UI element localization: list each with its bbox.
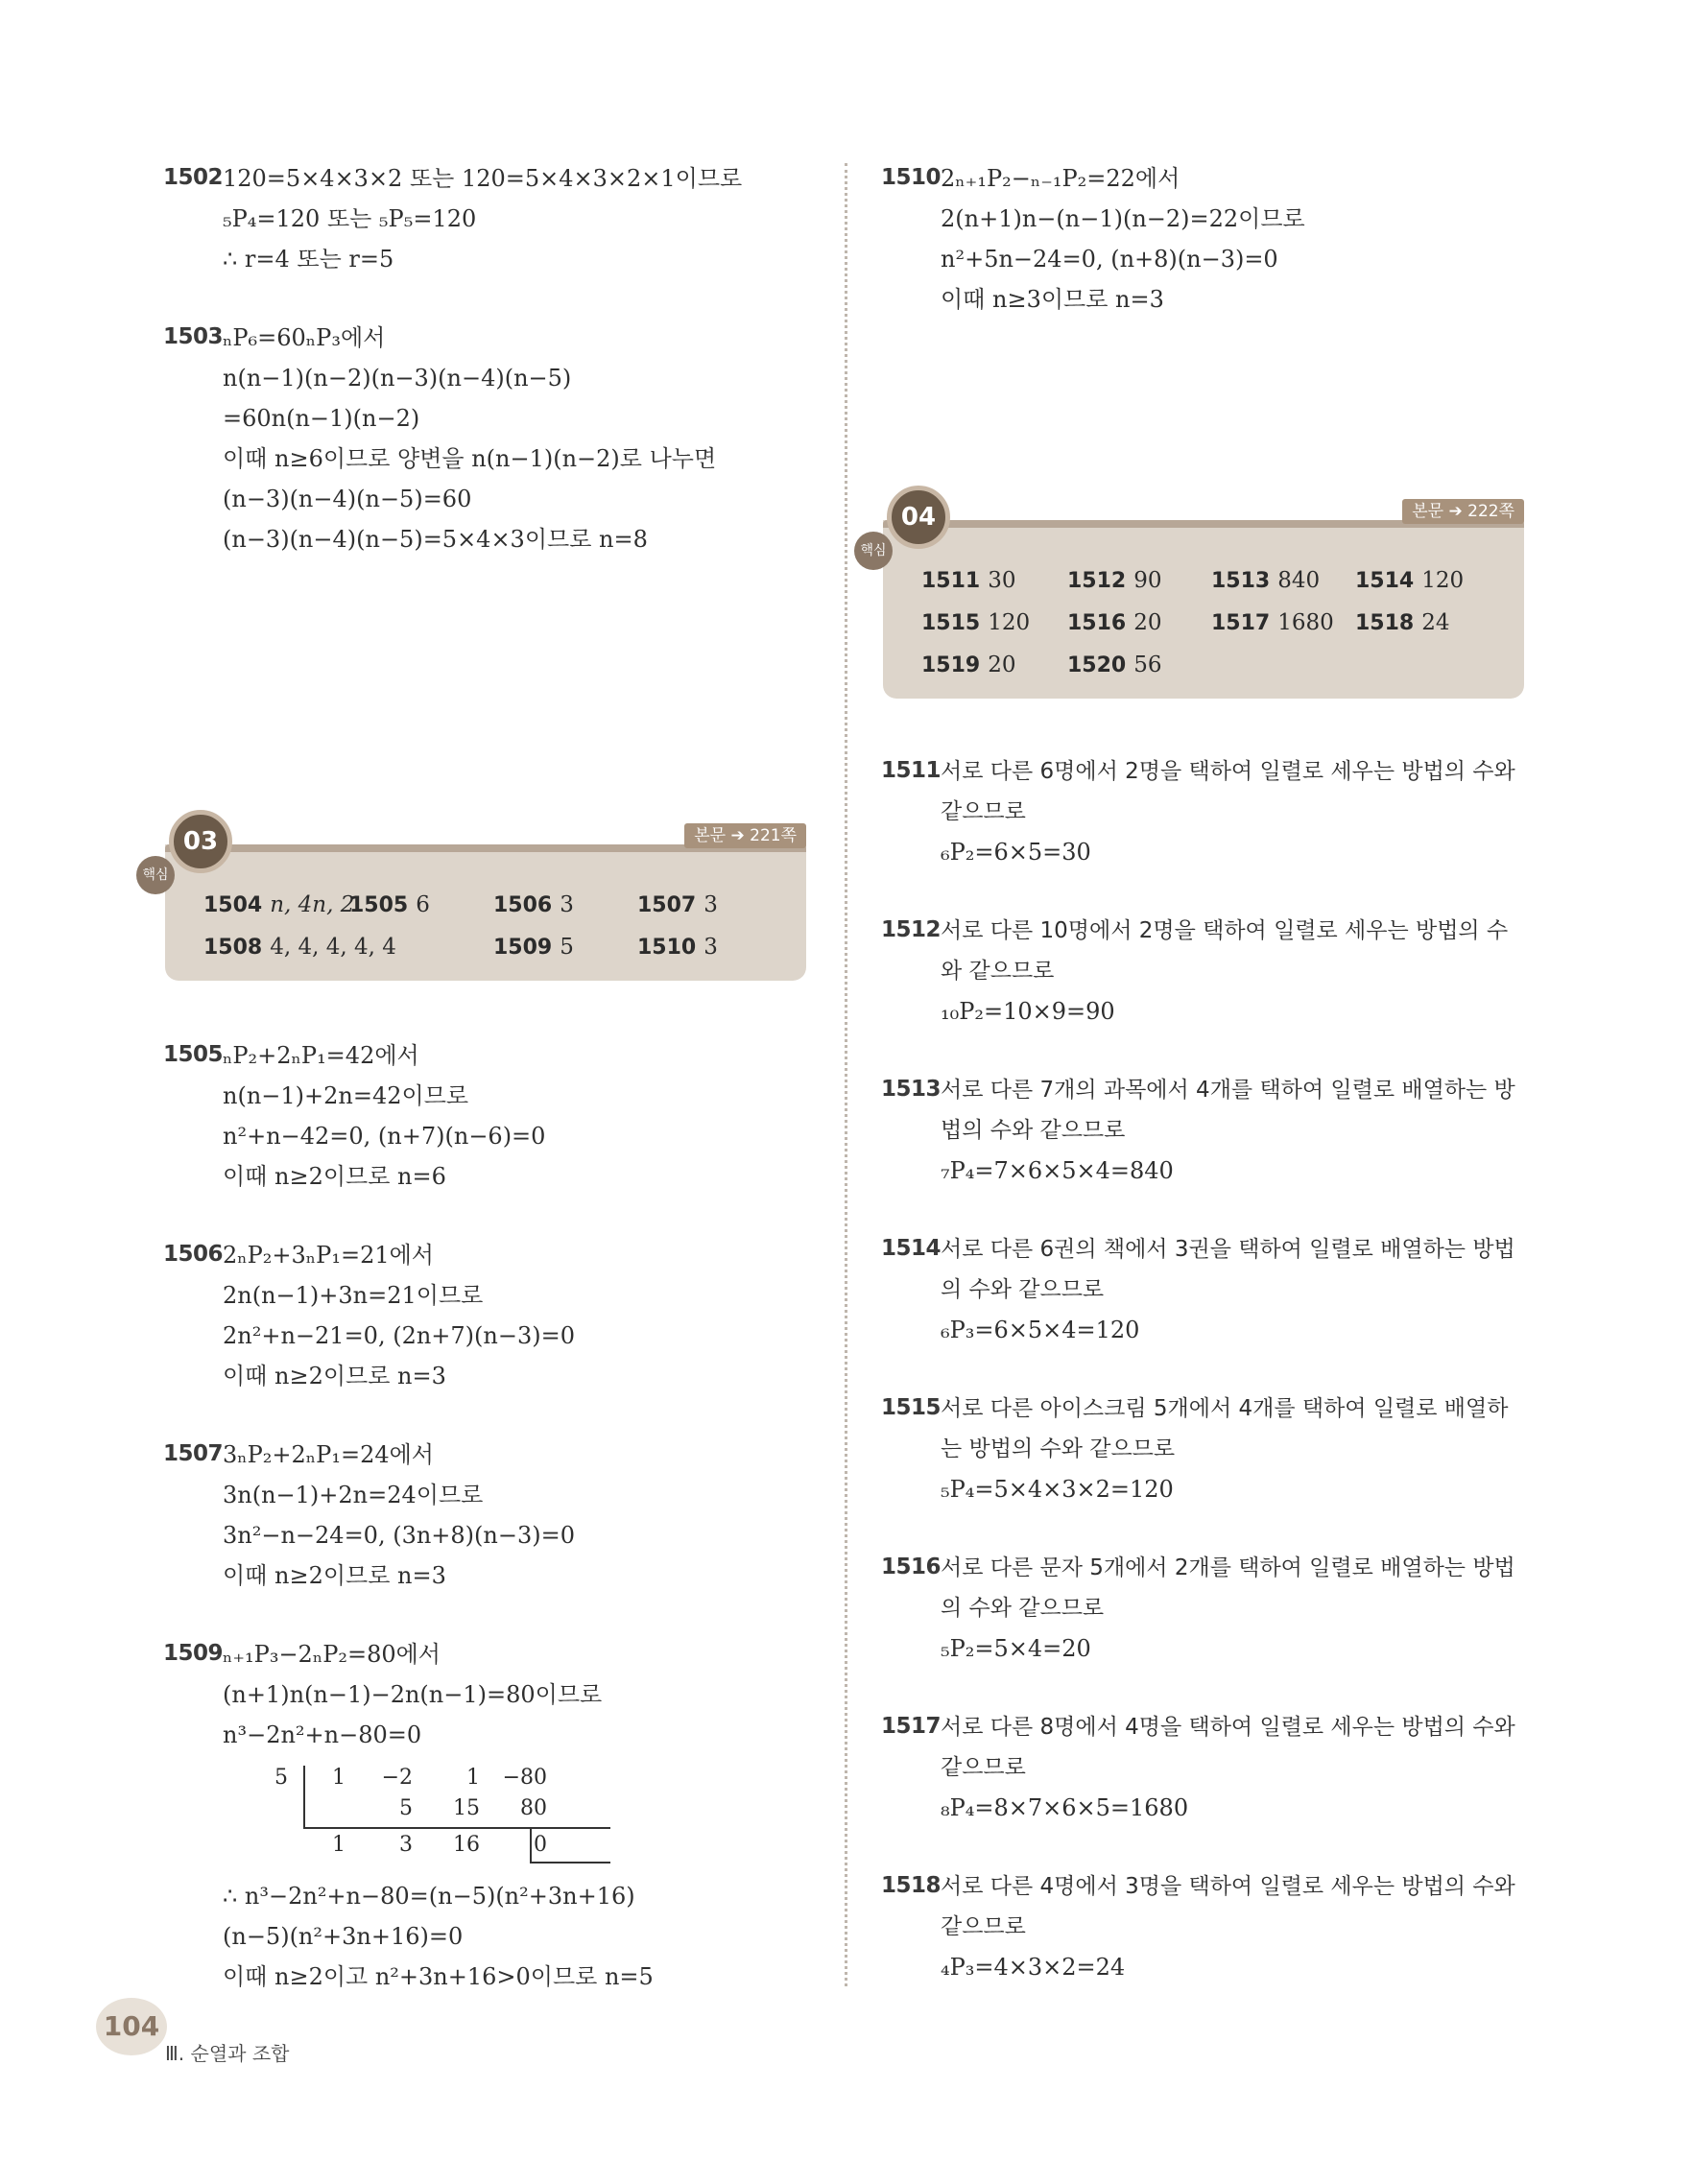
remainder: 0 — [534, 1833, 547, 1857]
solution-line: 2n²+n−21=0, (2n+7)(n−3)=0 — [223, 1322, 575, 1349]
solution-line: ₄P₃=4×3×2=24 — [941, 1954, 1126, 1981]
solution-line: 서로 다른 아이스크림 5개에서 4개를 택하여 일렬로 배열하 — [941, 1396, 1509, 1421]
problem-number: 1514 — [881, 1236, 942, 1261]
solution-line: 이때 n≥2이므로 n=3 — [223, 1363, 446, 1389]
solution-line: (n+1)n(n−1)−2n(n−1)=80이므로 — [223, 1681, 603, 1708]
answer-item: 1510 3 — [637, 935, 718, 960]
page-reference: 본문 ➔ 221쪽 — [684, 823, 806, 848]
problem-number: 1512 — [881, 917, 942, 942]
answer-item: 1519 20 — [921, 653, 1016, 677]
problem-number: 1503 — [163, 324, 224, 349]
solution-line: ∴ n³−2n²+n−80=(n−5)(n²+3n+16) — [223, 1883, 635, 1910]
solution-line: 같으므로 — [941, 1755, 1026, 1780]
problem-number: 1507 — [163, 1441, 224, 1466]
solution-line: ₆P₃=6×5×4=120 — [941, 1317, 1140, 1343]
answer-item: 1504 n, 4n, 2 — [203, 892, 355, 917]
problem-number: 1506 — [163, 1242, 224, 1267]
solution-line: 는 방법의 수와 같으므로 — [941, 1436, 1176, 1461]
solution-line: 2ₙP₂+3ₙP₁=21에서 — [223, 1242, 434, 1269]
divisor: 5 — [274, 1766, 288, 1790]
solution-line: n(n−1)+2n=42이므로 — [223, 1082, 469, 1109]
solution-line: 서로 다른 4명에서 3명을 택하여 일렬로 세우는 방법의 수와 — [941, 1874, 1515, 1899]
coef: 5 — [399, 1796, 413, 1820]
solution-line: 서로 다른 문자 5개에서 2개를 택하여 일렬로 배열하는 방법 — [941, 1555, 1515, 1580]
section-badge: 03 — [169, 810, 232, 873]
solution-line: ₇P₄=7×6×5×4=840 — [941, 1157, 1174, 1184]
solution-line: (n−3)(n−4)(n−5)=60 — [223, 486, 472, 512]
solution-line: 3n²−n−24=0, (3n+8)(n−3)=0 — [223, 1522, 575, 1549]
solution-line: ₙ₊₁P₃−2ₙP₂=80에서 — [223, 1641, 441, 1668]
section-badge: 04 — [887, 486, 950, 549]
answer-item: 1506 3 — [493, 892, 574, 917]
solution-line: n³−2n²+n−80=0 — [223, 1721, 422, 1748]
remainder-box — [530, 1827, 532, 1862]
solution-line: 같으므로 — [941, 1914, 1026, 1939]
coef: 3 — [399, 1833, 413, 1857]
solution-line: 이때 n≥2이고 n²+3n+16>0이므로 n=5 — [223, 1963, 654, 1990]
synthetic-division — [269, 1764, 672, 1869]
solution-line: 의 수와 같으므로 — [941, 1277, 1105, 1302]
coef: 80 — [520, 1796, 547, 1820]
problem-number: 1518 — [881, 1873, 942, 1898]
coef: 15 — [453, 1796, 480, 1820]
solution-line: 2ₙ₊₁P₂−ₙ₋₁P₂=22에서 — [941, 165, 1180, 192]
coef: 1 — [332, 1833, 346, 1857]
solution-line: 이때 n≥3이므로 n=3 — [941, 286, 1164, 313]
solution-line: =60n(n−1)(n−2) — [223, 405, 420, 432]
solution-line: ₅P₄=120 또는 ₅P₅=120 — [223, 205, 477, 232]
answer-item: 1515 120 — [921, 610, 1031, 635]
chapter-title: Ⅲ. 순열과 조합 — [165, 2042, 290, 2065]
answer-item: 1517 1680 — [1211, 610, 1334, 635]
problem-number: 1511 — [881, 758, 942, 783]
problem-number: 1515 — [881, 1395, 942, 1420]
solution-line: n²+n−42=0, (n+7)(n−6)=0 — [223, 1123, 546, 1150]
problem-number: 1505 — [163, 1042, 224, 1067]
division-line — [303, 1827, 610, 1829]
solution-line: 2(n+1)n−(n−1)(n−2)=22이므로 — [941, 205, 1305, 232]
answer-item: 1520 56 — [1067, 653, 1162, 677]
core-tag: 핵심 — [136, 856, 175, 894]
problem-number: 1513 — [881, 1077, 942, 1102]
problem-number: 1516 — [881, 1555, 942, 1579]
page-number: 104 — [96, 1998, 167, 2055]
solution-line: 이때 n≥2이므로 n=6 — [223, 1163, 446, 1190]
solution-line: (n−5)(n²+3n+16)=0 — [223, 1923, 464, 1950]
solution-line: ₅P₂=5×4=20 — [941, 1635, 1091, 1662]
solution-line: ₅P₄=5×4×3×2=120 — [941, 1476, 1174, 1503]
solution-line: ∴ r=4 또는 r=5 — [223, 246, 394, 273]
answer-item: 1513 840 — [1211, 568, 1321, 593]
solution-line: ₆P₂=6×5=30 — [941, 839, 1091, 866]
solution-line: 법의 수와 같으므로 — [941, 1118, 1126, 1143]
solution-line: (n−3)(n−4)(n−5)=5×4×3이므로 n=8 — [223, 526, 648, 553]
coef: −80 — [502, 1766, 547, 1790]
solution-line: 서로 다른 8명에서 4명을 택하여 일렬로 세우는 방법의 수와 — [941, 1715, 1515, 1740]
solution-line: ₙP₂+2ₙP₁=42에서 — [223, 1042, 419, 1069]
solution-line: n(n−1)(n−2)(n−3)(n−4)(n−5) — [223, 365, 572, 392]
coef: 1 — [466, 1766, 480, 1790]
answer-item: 1512 90 — [1067, 568, 1162, 593]
solution-line: 이때 n≥2이므로 n=3 — [223, 1562, 446, 1589]
solution-line: 3n(n−1)+2n=24이므로 — [223, 1482, 484, 1508]
answer-item: 1514 120 — [1355, 568, 1465, 593]
problem-number: 1517 — [881, 1714, 942, 1739]
remainder-box — [530, 1862, 610, 1864]
problem-number: 1502 — [163, 165, 224, 190]
problem-number: 1510 — [881, 165, 942, 190]
answer-item: 1508 4, 4, 4, 4, 4 — [203, 935, 396, 960]
answer-box-04 — [860, 502, 1524, 699]
page-reference: 본문 ➔ 222쪽 — [1402, 499, 1524, 524]
answer-item: 1518 24 — [1355, 610, 1450, 635]
solution-line: 서로 다른 6명에서 2명을 택하여 일렬로 세우는 방법의 수와 — [941, 759, 1515, 784]
division-bar — [303, 1766, 305, 1827]
solution-line: n²+5n−24=0, (n+8)(n−3)=0 — [941, 246, 1278, 273]
answer-item: 1509 5 — [493, 935, 574, 960]
solution-line: ₙP₆=60ₙP₃에서 — [223, 324, 386, 351]
solution-line: 2n(n−1)+3n=21이므로 — [223, 1282, 484, 1309]
solution-line: ₁₀P₂=10×9=90 — [941, 998, 1115, 1025]
answer-item: 1507 3 — [637, 892, 718, 917]
solution-line: 서로 다른 7개의 과목에서 4개를 택하여 일렬로 배열하는 방 — [941, 1078, 1515, 1103]
answer-item: 1511 30 — [921, 568, 1016, 593]
solution-line: ₈P₄=8×7×6×5=1680 — [941, 1794, 1189, 1821]
coef: 16 — [453, 1833, 480, 1857]
answer-box-03 — [142, 826, 806, 981]
problem-number: 1509 — [163, 1641, 224, 1666]
column-divider — [845, 163, 847, 1986]
answer-item: 1516 20 — [1067, 610, 1162, 635]
coef: −2 — [381, 1766, 413, 1790]
core-tag: 핵심 — [854, 532, 893, 570]
solution-line: 서로 다른 6권의 책에서 3권을 택하여 일렬로 배열하는 방법 — [941, 1237, 1515, 1262]
coef: 1 — [332, 1766, 346, 1790]
solution-line: 의 수와 같으므로 — [941, 1596, 1105, 1621]
solution-line: 서로 다른 10명에서 2명을 택하여 일렬로 세우는 방법의 수 — [941, 918, 1509, 943]
solution-line: 와 같으므로 — [941, 959, 1055, 984]
solution-line: 120=5×4×3×2 또는 120=5×4×3×2×1이므로 — [223, 165, 743, 192]
solution-line: 3ₙP₂+2ₙP₁=24에서 — [223, 1441, 434, 1468]
answer-item: 1505 6 — [349, 892, 430, 917]
solution-line: 같으므로 — [941, 799, 1026, 824]
solution-line: 이때 n≥6이므로 양변을 n(n−1)(n−2)로 나누면 — [223, 445, 717, 472]
